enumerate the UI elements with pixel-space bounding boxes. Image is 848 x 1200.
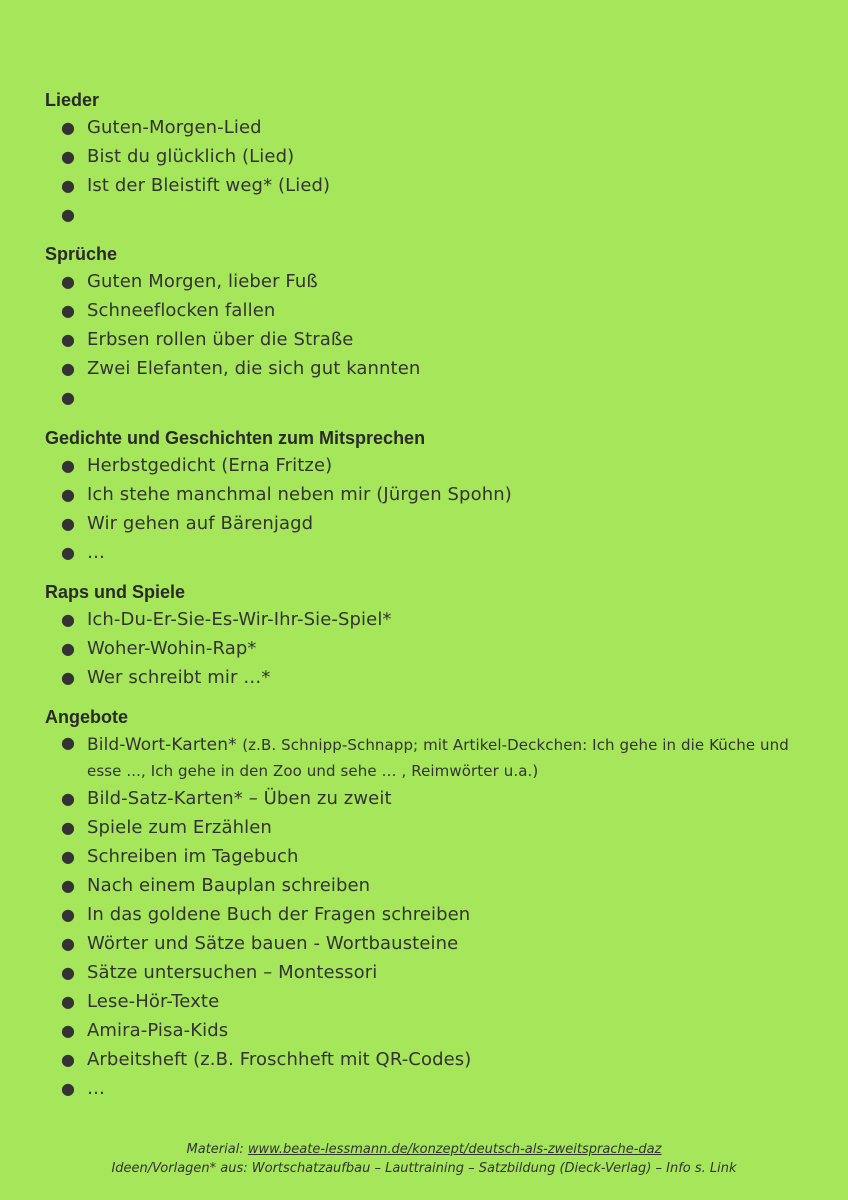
section-raps xyxy=(45,579,825,692)
bullet-icon: ● xyxy=(61,485,76,504)
list-item: ● … xyxy=(45,538,825,567)
list-item: ● Erbsen rollen über die Straße xyxy=(45,325,825,354)
bullet-icon: ● xyxy=(61,543,76,562)
section-sprueche xyxy=(45,241,825,412)
list-item: ● Ist der Bleistift weg* (Lied) xyxy=(45,171,825,200)
list-item: ● Wer schreibt mir …* xyxy=(45,663,825,692)
list-item: ● Schreiben im Tagebuch xyxy=(45,842,825,871)
list-item: ● Zwei Elefanten, die sich gut kannten xyxy=(45,354,825,383)
list-item: ● Ich stehe manchmal neben mir (Jürgen Spohn) xyxy=(45,480,825,509)
section-heading: Raps und Spiele xyxy=(45,582,186,602)
list-item: ● Wörter und Sätze bauen - Wortbausteine xyxy=(45,929,825,958)
bullet-icon: ● xyxy=(61,205,76,224)
list-item: ● … xyxy=(45,1074,825,1103)
bullet-icon: ● xyxy=(61,456,76,475)
list-item: ● Woher-Wohin-Rap* xyxy=(45,634,825,663)
bullet-list xyxy=(45,267,825,412)
bullet-icon: ● xyxy=(61,301,76,320)
section-angebote xyxy=(45,704,825,1103)
list-item: ● Wir gehen auf Bärenjagd xyxy=(45,509,825,538)
list-item: ● Ich-Du-Er-Sie-Es-Wir-Ihr-Sie-Spiel* xyxy=(45,605,825,634)
list-item: ● Schneeflocken fallen xyxy=(45,296,825,325)
material-link[interactable]: www.beate-lessmann.de/konzept/deutsch-als-zweitsprache-daz xyxy=(247,1142,662,1157)
section-gedichte xyxy=(45,425,825,567)
section-lieder xyxy=(45,87,825,229)
bullet-icon: ● xyxy=(61,147,76,166)
bullet-icon: ● xyxy=(61,330,76,349)
bullet-icon: ● xyxy=(61,992,76,1011)
list-item: ● Lese-Hör-Texte xyxy=(45,987,825,1016)
section-heading: Sprüche xyxy=(45,244,118,264)
list-item: ● Bild-Wort-Karten* (z.B. Schnipp-Schnapp; mit Artikel-Deckchen: Ich gehe in die Küche und esse ..., Ich gehe in den Zoo und sehe … , Reimwörter u.a.) xyxy=(45,730,825,784)
bullet-icon: ● xyxy=(61,272,76,291)
list-item: ● Guten Morgen, lieber Fuß xyxy=(45,267,825,296)
bullet-icon: ● xyxy=(61,963,76,982)
list-item: ● Amira-Pisa-Kids xyxy=(45,1016,825,1045)
bullet-icon: ● xyxy=(61,1050,76,1069)
bullet-icon: ● xyxy=(61,639,76,658)
list-item: ● Herbstgedicht (Erna Fritze) xyxy=(45,451,825,480)
section-heading: Lieder xyxy=(45,90,100,110)
bullet-icon: ● xyxy=(61,668,76,687)
bullet-list xyxy=(45,113,825,229)
bullet-icon: ● xyxy=(61,176,76,195)
bullet-icon: ● xyxy=(61,789,76,808)
list-item xyxy=(45,200,825,229)
bullet-icon: ● xyxy=(61,905,76,924)
bullet-icon: ● xyxy=(61,610,76,629)
bullet-list xyxy=(45,605,825,692)
list-item: ● Bist du glücklich (Lied) xyxy=(45,142,825,171)
footer-material: Material: www.beate-lessmann.de/konzept/deutsch-als-zweitsprache-daz xyxy=(186,1142,662,1157)
bullet-icon: ● xyxy=(61,847,76,866)
list-item: ● Spiele zum Erzählen xyxy=(45,813,825,842)
bullet-list xyxy=(45,730,825,1103)
bullet-icon: ● xyxy=(61,934,76,953)
bullet-icon: ● xyxy=(61,876,76,895)
bullet-icon: ● xyxy=(61,118,76,137)
bullet-icon: ● xyxy=(61,818,76,837)
bullet-list xyxy=(45,451,825,567)
list-item: ● Nach einem Bauplan schreiben xyxy=(45,871,825,900)
section-heading: Gedichte und Geschichten zum Mitsprechen xyxy=(45,428,426,448)
list-item: ● Arbeitsheft (z.B. Froschheft mit QR-Codes) xyxy=(45,1045,825,1074)
bullet-icon: ● xyxy=(61,359,76,378)
footer-source: Ideen/Vorlagen* aus: Wortschatzaufbau – Lauttraining – Satzbildung (Dieck-Verlag) – Info s. Link xyxy=(111,1161,737,1176)
list-item xyxy=(45,383,825,412)
section-heading: Angebote xyxy=(45,707,128,727)
bullet-icon: ● xyxy=(61,514,76,533)
bullet-icon: ● xyxy=(61,733,76,752)
list-item: ● Guten-Morgen-Lied xyxy=(45,113,825,142)
list-item: ● Bild-Satz-Karten* – Üben zu zweit xyxy=(45,784,825,813)
bullet-icon: ● xyxy=(61,1021,76,1040)
list-item: ● In das goldene Buch der Fragen schreiben xyxy=(45,900,825,929)
bullet-icon: ● xyxy=(61,1079,76,1098)
list-item: ● Sätze untersuchen – Montessori xyxy=(45,958,825,987)
bullet-icon: ● xyxy=(61,388,76,407)
